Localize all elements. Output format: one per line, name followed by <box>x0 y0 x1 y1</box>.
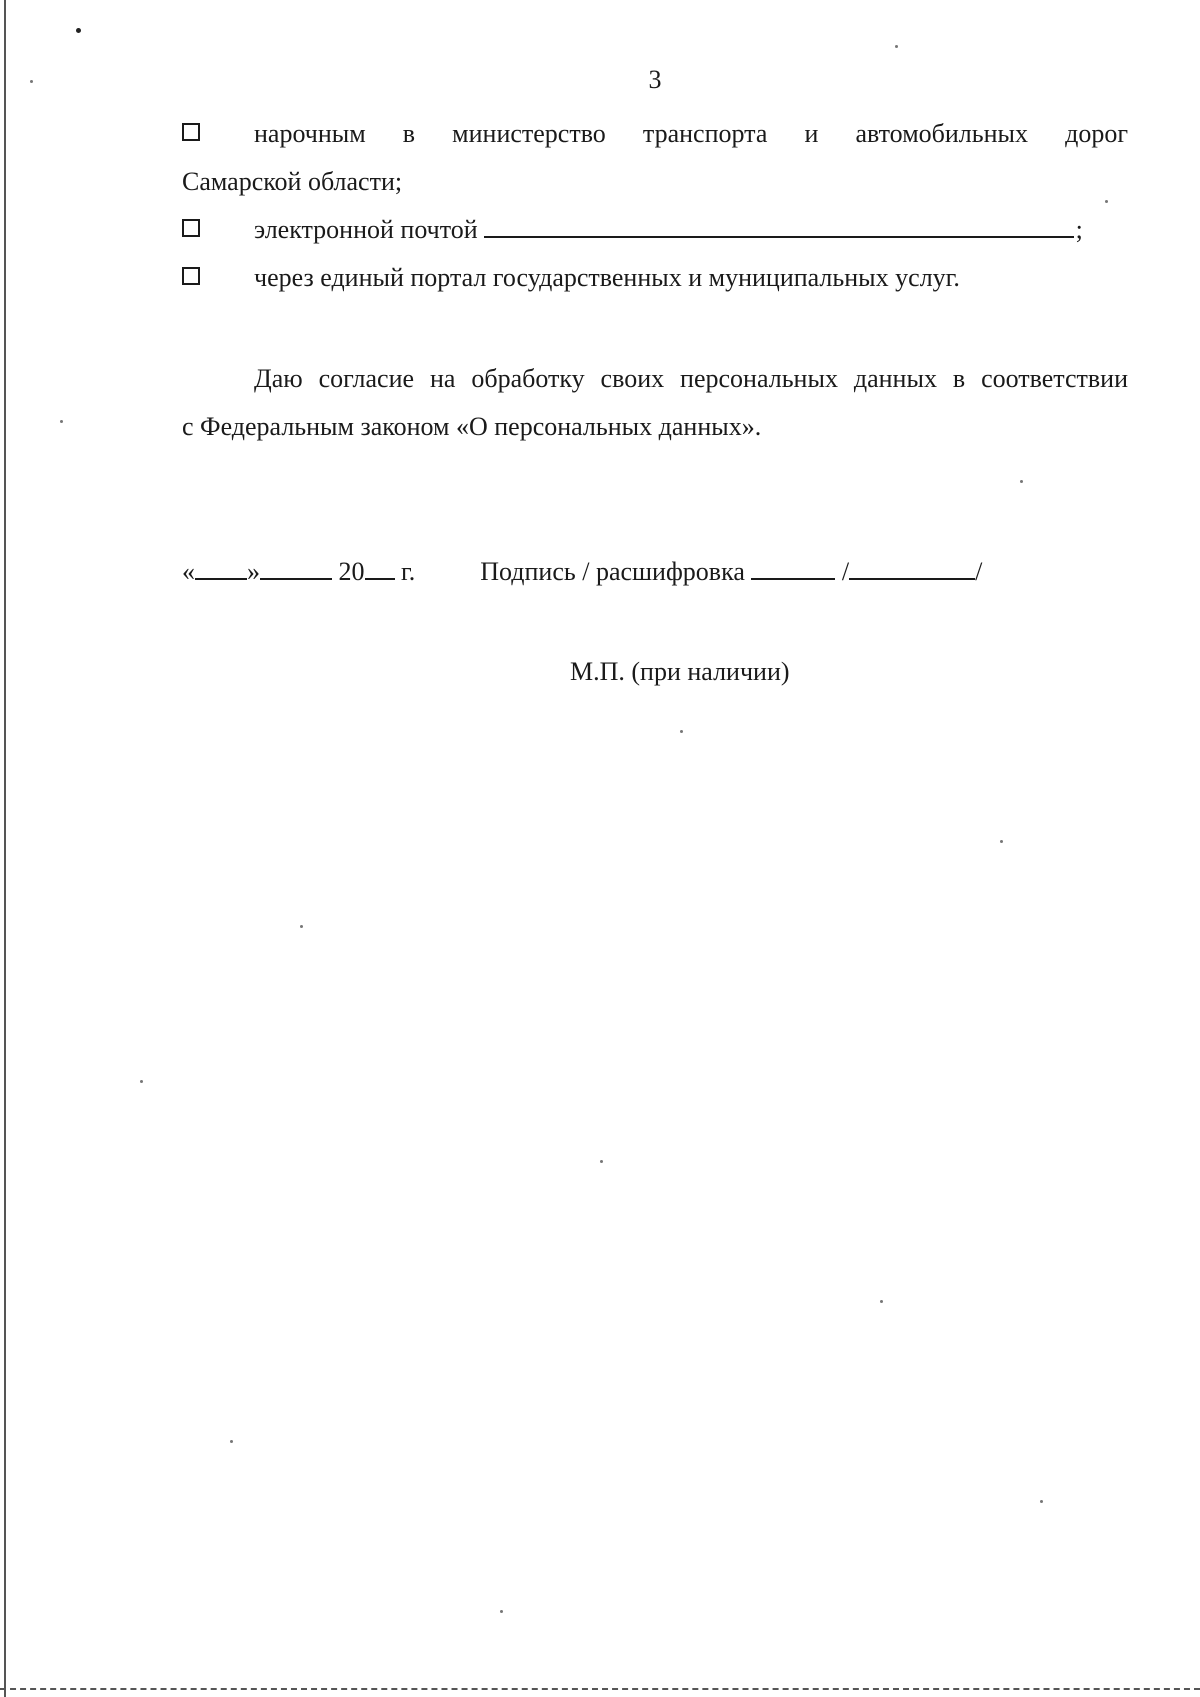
consent-line-1: Даю согласие на обработку своих персональных данных в соответствии <box>254 364 1128 393</box>
date-day-blank[interactable] <box>195 552 247 580</box>
signature-slash-1: / <box>841 557 850 586</box>
date-close-quote: » <box>247 557 260 586</box>
scan-speck <box>1040 1500 1043 1503</box>
date-signature-line <box>182 548 982 596</box>
signature-blank[interactable] <box>751 552 835 580</box>
date-year-prefix: 20 <box>338 557 365 586</box>
option-courier-label: нарочным в министерство транспорта и автомобильных дорог <box>254 119 1128 148</box>
option-courier <box>182 110 1128 158</box>
signature-decryption-blank[interactable] <box>849 552 975 580</box>
signature-slash-2: / <box>975 557 983 586</box>
option-email <box>182 206 1128 254</box>
scan-speck <box>1020 480 1023 483</box>
scan-speck <box>60 420 63 423</box>
scan-speck <box>30 80 33 83</box>
date-month-blank[interactable] <box>260 552 332 580</box>
scan-speck <box>500 1610 503 1613</box>
scan-speck <box>300 925 303 928</box>
signature-label: Подпись / расшифровка <box>480 557 745 586</box>
page-number: 3 <box>648 65 662 94</box>
scan-speck <box>1000 840 1003 843</box>
scan-left-edge <box>4 0 6 1697</box>
email-blank-line[interactable] <box>484 208 1074 238</box>
checkbox-email[interactable] <box>182 219 200 237</box>
checkbox-portal[interactable] <box>182 267 200 285</box>
option-portal-label: через единый портал государственных и муниципальных услуг. <box>254 263 960 292</box>
option-portal <box>182 254 1128 302</box>
date-year-suffix: г. <box>401 557 416 586</box>
scan-speck <box>1105 200 1108 203</box>
scan-speck <box>895 45 898 48</box>
stamp-place: М.П. (при наличии) <box>570 657 790 686</box>
scan-speck <box>880 1300 883 1303</box>
scan-speck <box>140 1080 143 1083</box>
option-email-suffix: ; <box>1075 215 1083 244</box>
date-year-blank[interactable] <box>365 552 395 580</box>
option-email-label: электронной почтой <box>254 215 478 244</box>
checkbox-courier[interactable] <box>182 123 200 141</box>
scan-speck <box>230 1440 233 1443</box>
scan-speck <box>600 1160 603 1163</box>
date-open-quote: « <box>182 557 195 586</box>
scan-speck <box>76 28 81 33</box>
scan-speck <box>680 730 683 733</box>
consent-line-2: с Федеральным законом «О персональных данных». <box>182 412 762 441</box>
consent-paragraph <box>182 355 1128 451</box>
option-courier-continuation: Самарской области; <box>182 167 403 196</box>
scan-bottom-edge <box>0 1688 1200 1690</box>
